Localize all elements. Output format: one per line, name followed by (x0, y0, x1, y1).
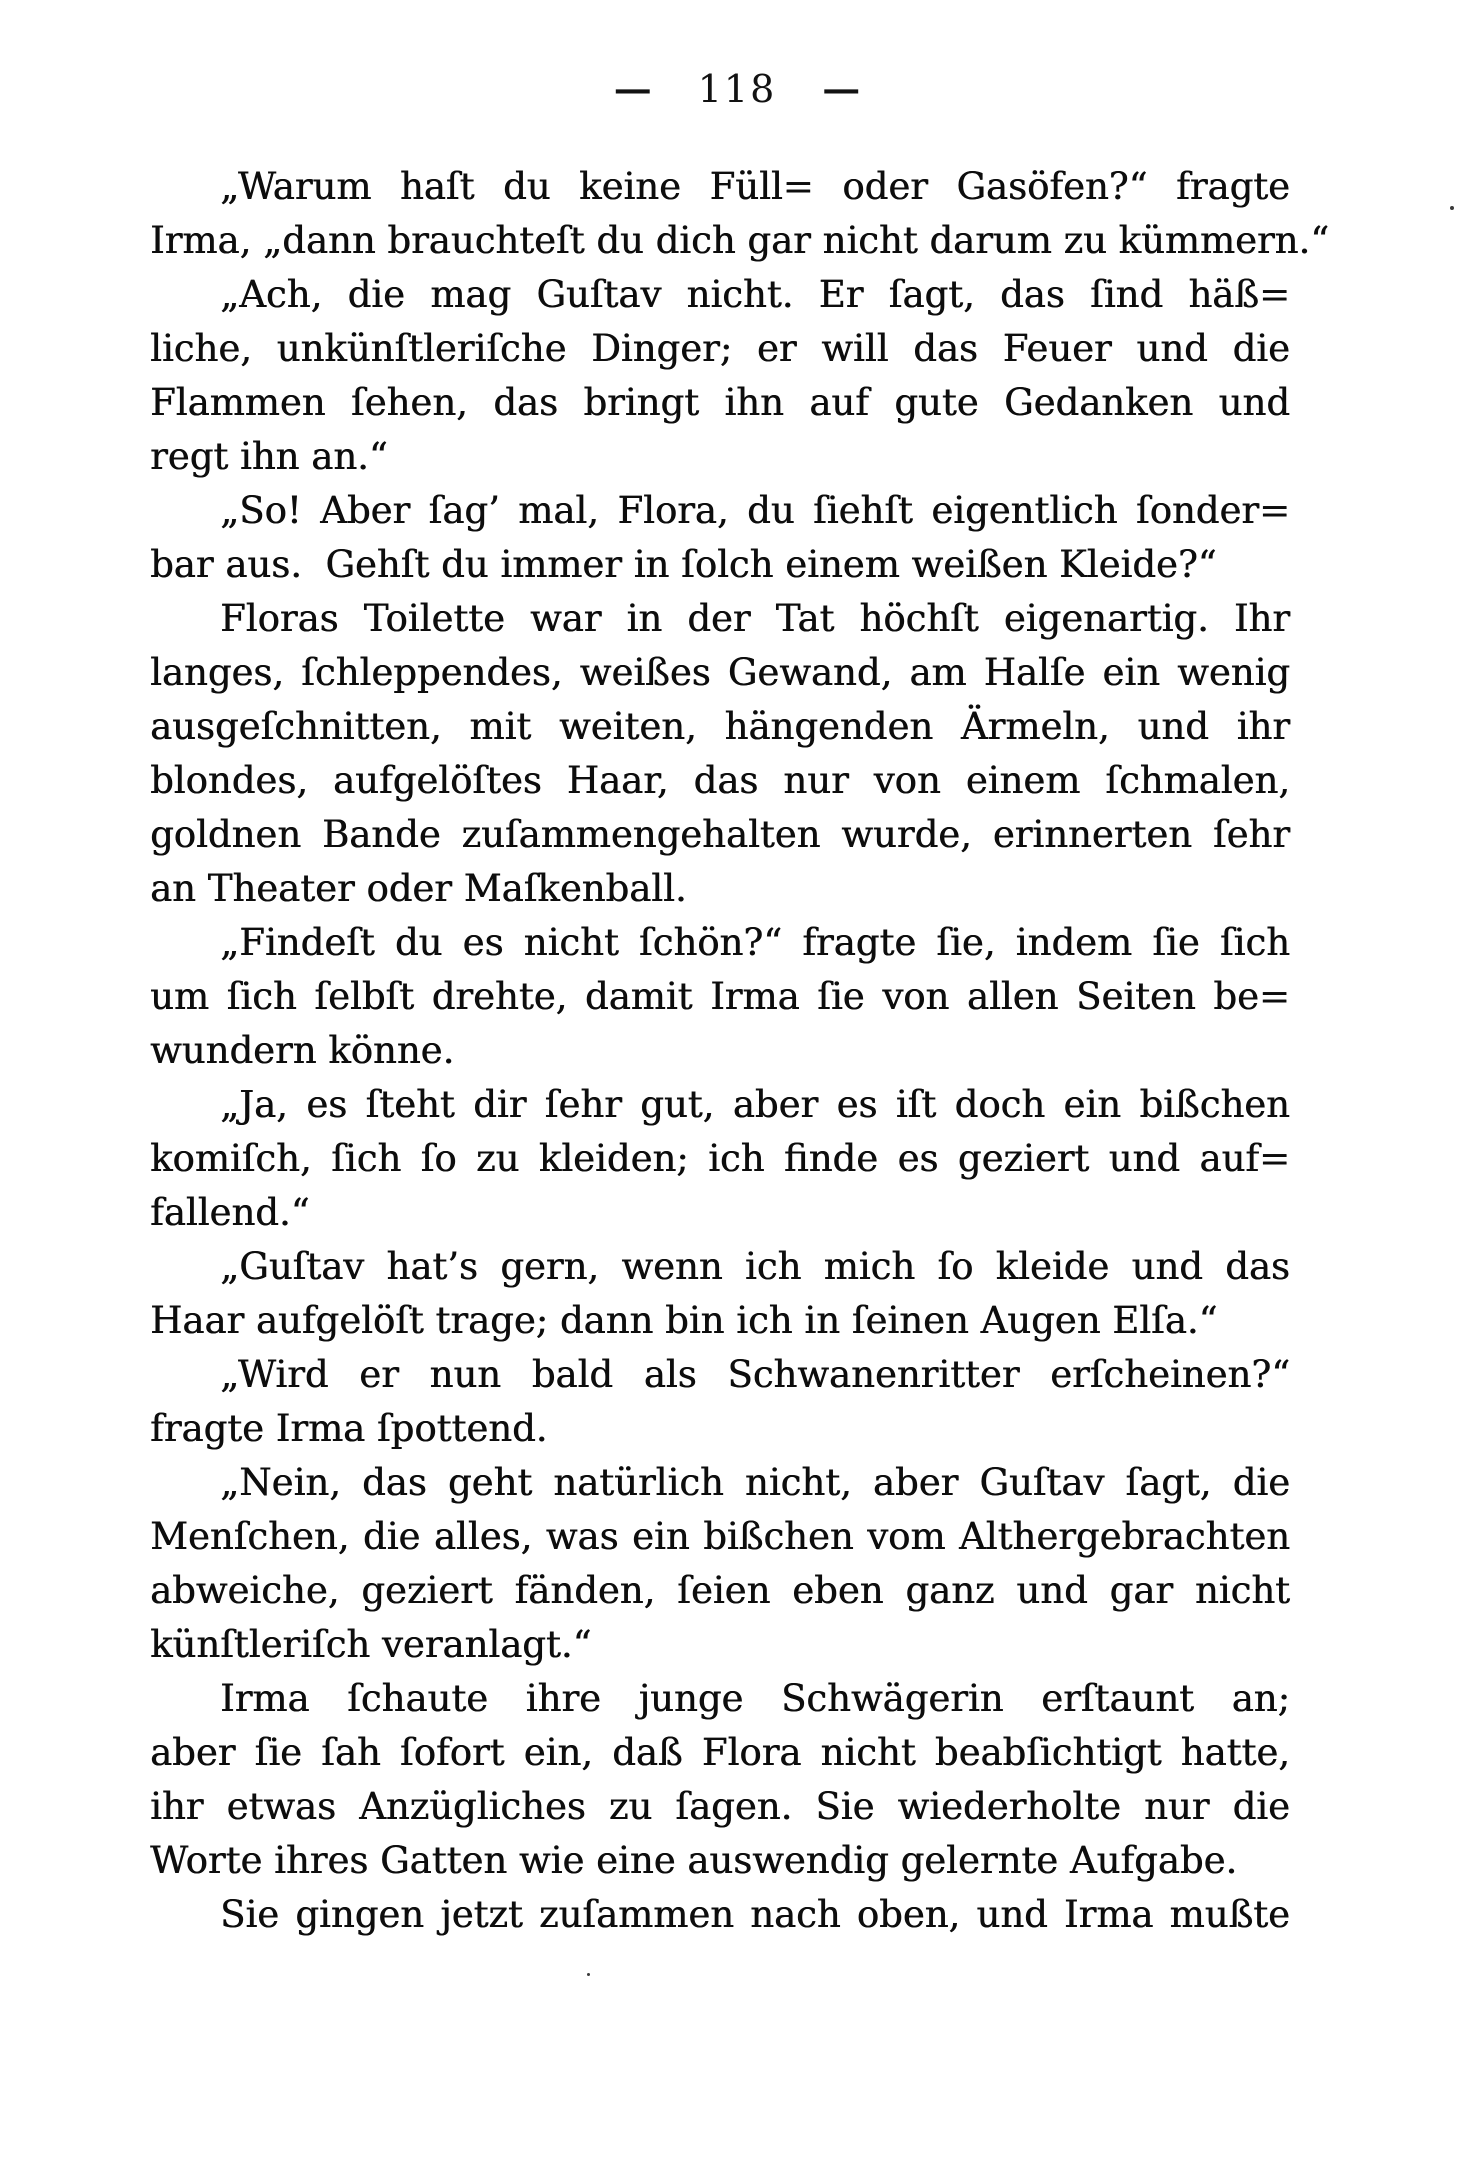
word: ihre (525, 1677, 601, 1720)
word: ſagt, (1125, 1461, 1212, 1504)
word: dir (473, 1083, 527, 1126)
word: was (545, 1515, 619, 1558)
word: ſah (321, 1731, 381, 1774)
word: gute (894, 381, 979, 424)
word: keine (579, 165, 681, 208)
word: bringt (583, 381, 699, 424)
word: und (1016, 1569, 1088, 1612)
word: ſonder= (1135, 489, 1290, 532)
text-line (150, 1456, 1290, 1510)
word: nur (1144, 1785, 1210, 1828)
word: die (1232, 1785, 1290, 1828)
word: Guſtav (536, 273, 662, 316)
word: ſofort (399, 1731, 505, 1774)
word: Anzügliches (359, 1785, 586, 1828)
word: junge (638, 1677, 744, 1720)
scan-speck (587, 1973, 590, 1976)
word: weiten, (558, 705, 697, 748)
word: wiederholte (897, 1785, 1121, 1828)
word: aber (732, 1083, 819, 1126)
word: be= (1213, 975, 1290, 1018)
word: Gewand, (727, 651, 893, 694)
word: ſich (331, 1137, 402, 1180)
word: ſind (1090, 273, 1164, 316)
word: ſehr (1212, 813, 1290, 856)
word: die (1232, 1461, 1290, 1504)
word: und (976, 1893, 1048, 1936)
word: ſie, (936, 921, 996, 964)
word: ſiehſt (812, 489, 913, 532)
word: blondes, (150, 759, 308, 802)
word: Guſtav (979, 1461, 1105, 1504)
word: nicht. (686, 273, 794, 316)
word: Flammen (150, 381, 326, 424)
word: auf (809, 381, 869, 424)
word: „So! (220, 489, 302, 532)
word: Menſchen, (150, 1515, 350, 1558)
word: ſeien (677, 1569, 771, 1612)
word: jetzt (440, 1893, 523, 1936)
word: ein, (523, 1731, 593, 1774)
text-line: Irma, „dann brauchteſt du dich gar nicht darum zu kümmern.“ (150, 219, 1330, 262)
word: die (347, 273, 405, 316)
word: es (462, 921, 504, 964)
word: ſagen. (675, 1785, 793, 1828)
word: nicht (1194, 1569, 1290, 1612)
word: gingen (295, 1893, 425, 1936)
word: Ihr (1233, 597, 1290, 640)
word: als (643, 1353, 697, 1396)
word: ihn (724, 381, 784, 424)
word: drehte, (431, 975, 568, 1018)
word: zu (608, 1785, 653, 1828)
word: ſehr (544, 1083, 622, 1126)
word: höchſt (859, 597, 979, 640)
word: ſchön?“ (638, 921, 783, 964)
text-line (150, 322, 1290, 376)
word: abweiche, (150, 1569, 340, 1612)
word: Toilette (363, 597, 505, 640)
text-line (150, 808, 1290, 862)
word: beabſichtigt (934, 1731, 1162, 1774)
word: hängenden (724, 705, 934, 748)
text-line (150, 970, 1290, 1024)
word: nun (429, 1353, 501, 1396)
word: ſchmalen, (1105, 759, 1290, 802)
word: hatte, (1180, 1731, 1290, 1774)
word: das (1225, 1245, 1290, 1288)
word: ſagt, (888, 273, 975, 316)
header-dash-left: — (613, 68, 652, 109)
text-line (150, 754, 1290, 808)
text-line: Haar aufgelöſt trage; dann bin ich in ſeinen Augen Elſa.“ (150, 1299, 1218, 1342)
word: liche, (150, 327, 252, 370)
text-line (150, 1672, 1290, 1726)
text-line (150, 1726, 1290, 1780)
text-line (150, 1078, 1290, 1132)
word: mich (823, 1245, 916, 1288)
word: ich (708, 1137, 765, 1180)
word: erſtaunt (1041, 1677, 1194, 1720)
word: Althergebrachten (958, 1515, 1290, 1558)
word: ihr (1236, 705, 1290, 748)
word: „Warum (220, 165, 372, 208)
word: geziert (957, 1137, 1090, 1180)
word: daß (612, 1731, 683, 1774)
word: ein (1063, 1083, 1121, 1126)
text-line (150, 916, 1290, 970)
word: ſich (226, 975, 297, 1018)
word: bald (531, 1353, 613, 1396)
word: geziert (361, 1569, 493, 1612)
text-line (150, 592, 1290, 646)
word: kleide (995, 1245, 1110, 1288)
word: das (493, 381, 558, 424)
word: fragte (802, 921, 917, 964)
word: es (897, 1137, 939, 1180)
word: Schwägerin (780, 1677, 1004, 1720)
word: damit (584, 975, 693, 1018)
word: das (362, 1461, 427, 1504)
word: haſt (399, 165, 475, 208)
word: alles, (433, 1515, 533, 1558)
word: war (529, 597, 602, 640)
word: Tat (775, 597, 835, 640)
word: Irma (220, 1677, 310, 1720)
text-line (150, 646, 1290, 700)
text-line (150, 1348, 1290, 1402)
word: nach (750, 1893, 841, 1936)
word: er (359, 1353, 399, 1396)
word: Flora, (617, 489, 729, 532)
page-header (0, 66, 1474, 112)
word: mit (469, 705, 532, 748)
word: und (1218, 381, 1290, 424)
word: aber (872, 1461, 959, 1504)
word: vom (867, 1515, 946, 1558)
word: gut, (640, 1083, 715, 1126)
word: Floras (220, 597, 339, 640)
word: Haar, (566, 759, 669, 802)
word: natürlich (553, 1461, 724, 1504)
word: Gedanken (1003, 381, 1194, 424)
word: Irma (710, 975, 800, 1018)
text-line (150, 1240, 1290, 1294)
word: will (821, 327, 889, 370)
text-line (150, 1888, 1290, 1942)
word: finde (783, 1137, 879, 1180)
word: „Nein, (220, 1461, 341, 1504)
word: am (909, 651, 967, 694)
word: ich (744, 1245, 802, 1288)
word: um (150, 975, 209, 1018)
word: zu (476, 1137, 520, 1180)
word: auf= (1199, 1137, 1290, 1180)
word: an; (1231, 1677, 1290, 1720)
word: ganz (905, 1569, 995, 1612)
text-line: wundern könne. (150, 1029, 455, 1072)
word: ſie (1152, 921, 1200, 964)
word: häß= (1188, 273, 1290, 316)
word: nur (783, 759, 849, 802)
word: das (1000, 273, 1065, 316)
word: die (1232, 327, 1290, 370)
word: mag (430, 273, 512, 316)
word: von (882, 975, 950, 1018)
word: du (394, 921, 443, 964)
word: Sie (815, 1785, 875, 1828)
word: fänden, (514, 1569, 656, 1612)
word: „Findeſt (220, 921, 375, 964)
word: ausgeſchnitten, (150, 705, 442, 748)
text-line: bar aus. Gehſt du immer in ſolch einem weißen Kleide?“ (150, 543, 1217, 586)
word: du (747, 489, 795, 532)
word: ſo (937, 1245, 974, 1288)
word: Flora (701, 1731, 802, 1774)
word: gar (1109, 1569, 1173, 1612)
text-line (150, 268, 1290, 322)
word: iſt (895, 1083, 937, 1126)
word: er (756, 327, 797, 370)
word: Ärmeln, (960, 705, 1110, 748)
word: aber (150, 1731, 236, 1774)
word: ſelbſt (314, 975, 414, 1018)
word: weißes (579, 651, 711, 694)
word: Irma (1063, 1893, 1154, 1936)
word: „Wird (220, 1353, 329, 1396)
word: ihr (150, 1785, 204, 1828)
word: ſo (420, 1137, 457, 1180)
word: Halſe (983, 651, 1086, 694)
word: Er (818, 273, 864, 316)
word: die (362, 1515, 421, 1558)
text-line (150, 376, 1290, 430)
text-line: künſtleriſch veranlagt.“ (150, 1623, 592, 1666)
text-line: regt ihn an.“ (150, 435, 388, 478)
word: Schwanenritter (727, 1353, 1020, 1396)
header-dash-right: — (822, 68, 861, 109)
word: es (306, 1083, 348, 1126)
word: „Ach, (220, 273, 323, 316)
word: bißchen (1139, 1083, 1290, 1126)
word: ſie (817, 975, 865, 1018)
word: Feuer (1002, 327, 1112, 370)
word: Sie (220, 1893, 280, 1936)
word: es (836, 1083, 878, 1126)
word: ſchaute (347, 1677, 489, 1720)
word: unkünſtleriſche (276, 327, 567, 370)
word: indem (1015, 921, 1132, 964)
word: ſag’ (428, 489, 500, 532)
word: goldnen (150, 813, 302, 856)
word: kleiden; (538, 1137, 689, 1180)
word: und (1108, 1137, 1180, 1180)
word: du (502, 165, 551, 208)
word: zuſammen (538, 1893, 734, 1936)
word: ſich (1219, 921, 1290, 964)
word: mal, (518, 489, 599, 532)
word: „Ja, (220, 1083, 288, 1126)
word: Gasöfen?“ (956, 165, 1148, 208)
word: wenn (621, 1245, 723, 1288)
word: ſchleppendes, (301, 651, 563, 694)
word: oder (842, 165, 928, 208)
word: das (913, 327, 978, 370)
word: erſcheinen?“ (1050, 1353, 1290, 1396)
text-line: Worte ihres Gatten wie eine auswendig gelernte Aufgabe. (150, 1839, 1238, 1882)
page-number: 118 (697, 67, 777, 111)
text-line: an Theater oder Maſkenball. (150, 867, 687, 910)
word: Seiten (1075, 975, 1196, 1018)
word: ſteht (365, 1083, 455, 1126)
word: ſie (254, 1731, 302, 1774)
word: ein (632, 1515, 690, 1558)
word: oben, (856, 1893, 961, 1936)
word: fragte (1176, 165, 1290, 208)
scan-speck (1450, 206, 1454, 210)
text-line (150, 700, 1290, 754)
word: Füll= (709, 165, 814, 208)
word: und (1137, 705, 1209, 748)
text-line: fallend.“ (150, 1191, 310, 1234)
word: Dinger; (591, 327, 733, 370)
word: doch (954, 1083, 1046, 1126)
word: und (1136, 327, 1208, 370)
word: der (687, 597, 751, 640)
text-line: fragte Irma ſpottend. (150, 1407, 548, 1450)
text-line (150, 1132, 1290, 1186)
word: gern, (500, 1245, 600, 1288)
word: nicht, (744, 1461, 852, 1504)
text-line (150, 1780, 1290, 1834)
word: geht (447, 1461, 533, 1504)
word: zuſammengehalten (461, 813, 821, 856)
word: wenig (1177, 651, 1290, 694)
word: langes, (150, 651, 285, 694)
word: eigenartig. (1003, 597, 1209, 640)
text-line (150, 160, 1290, 214)
word: eben (792, 1569, 884, 1612)
text-line (150, 484, 1290, 538)
word: allen (966, 975, 1059, 1018)
text-block (150, 160, 1330, 1942)
word: in (626, 597, 663, 640)
word: komiſch, (150, 1137, 312, 1180)
text-line (150, 1564, 1290, 1618)
word: ein (1102, 651, 1160, 694)
word: ſehen, (350, 381, 468, 424)
word: das (693, 759, 759, 802)
word: von (873, 759, 941, 802)
word: erinnerten (992, 813, 1192, 856)
word: eigentlich (931, 489, 1118, 532)
word: Bande (321, 813, 441, 856)
word: Aber (320, 489, 411, 532)
word: wurde, (841, 813, 972, 856)
word: etwas (226, 1785, 336, 1828)
word: einem (965, 759, 1081, 802)
word: nicht (523, 921, 619, 964)
word: bißchen (703, 1515, 854, 1558)
text-line (150, 1510, 1290, 1564)
word: nicht (820, 1731, 916, 1774)
word: und (1131, 1245, 1203, 1288)
word: aufgelöſtes (332, 759, 542, 802)
word: mußte (1169, 1893, 1290, 1936)
word: hat’s (386, 1245, 478, 1288)
word: „Guſtav (220, 1245, 365, 1288)
